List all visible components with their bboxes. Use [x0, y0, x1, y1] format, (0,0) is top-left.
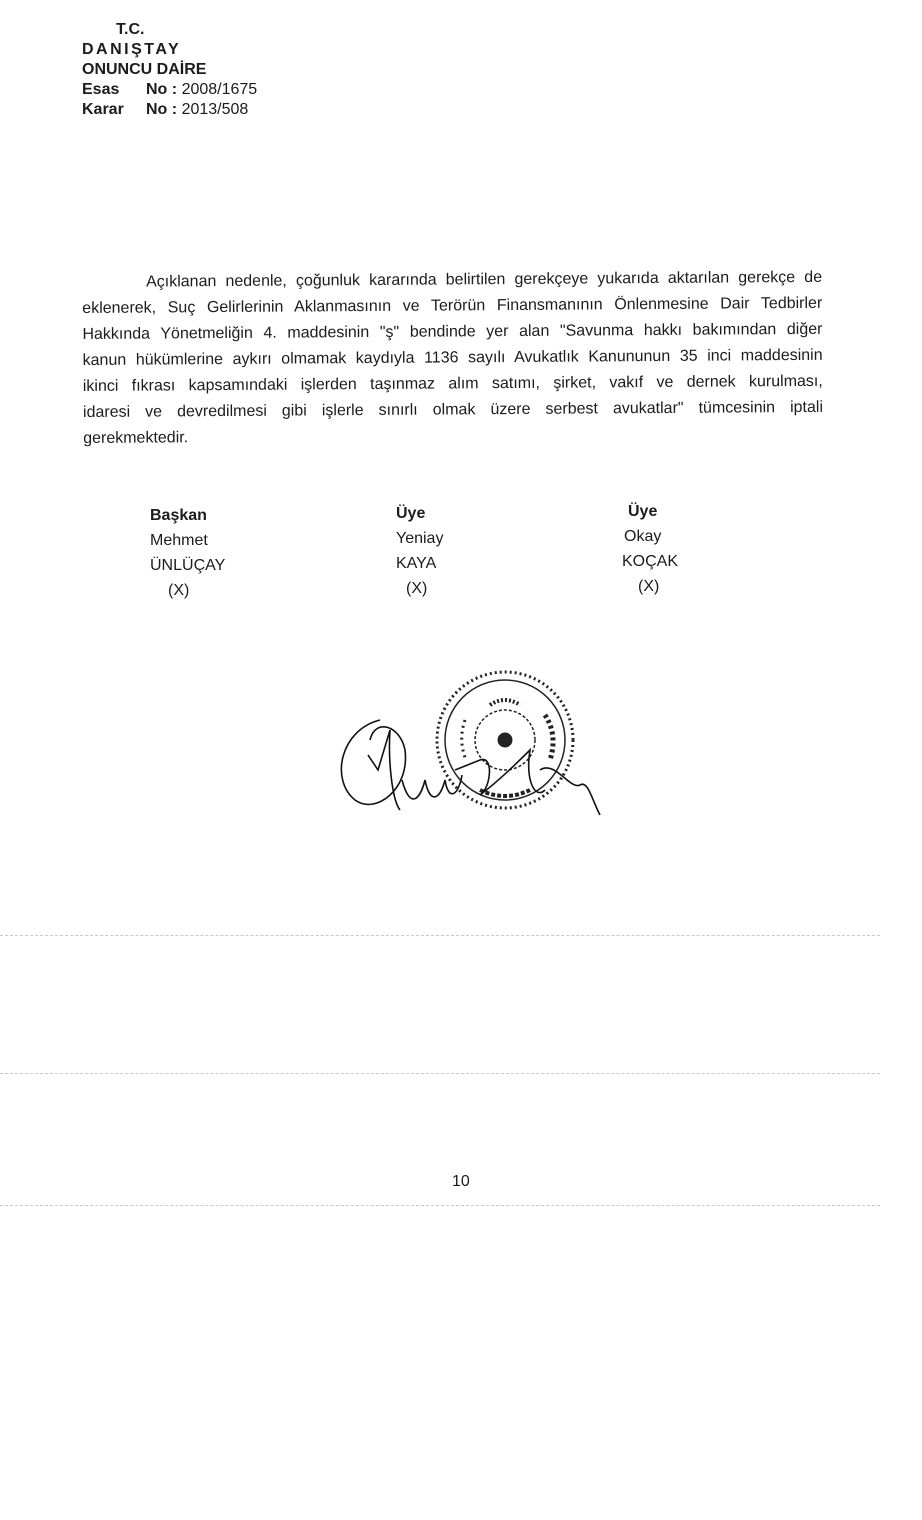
signatory-first-name: Yeniay — [396, 530, 444, 547]
scan-artifact-line — [0, 935, 880, 936]
signatory-title: Üye — [628, 503, 658, 520]
chamber-name: ONUNCU DAİRE — [82, 61, 207, 78]
karar-number: 2013/508 — [181, 101, 249, 118]
signatory-member-2 — [624, 499, 678, 599]
signatory-first-name: Mehmet — [150, 532, 208, 549]
signatory-first-name: Okay — [624, 528, 662, 545]
paragraph-line: Açıklanan nedenle, çoğunluk kararında belirtilen gerekçeye yukarıda aktarılan gerekçe de — [146, 268, 823, 291]
court-name: DANIŞTAY — [82, 41, 182, 58]
signatory-last-name: KAYA — [396, 555, 437, 572]
signature-mark: (X) — [168, 582, 190, 599]
signature-mark: (X) — [638, 578, 660, 595]
scan-artifact-line — [0, 1205, 880, 1206]
page-number: 10 — [452, 1173, 470, 1190]
scan-artifact-line — [0, 1073, 880, 1074]
document-header — [82, 20, 257, 120]
esas-row — [82, 80, 257, 100]
official-seal-and-signature — [330, 660, 610, 830]
signature-mark: (X) — [406, 580, 428, 597]
handwritten-signature-icon — [341, 720, 600, 815]
state-abbreviation: T.C. — [116, 21, 145, 38]
esas-no-label: No : — [146, 81, 178, 98]
official-seal-icon — [437, 672, 573, 808]
paragraph-line: idaresi ve devredilmesi gibi işlerle sınırlı olmak üzere serbest avukatlar" tümcesinin iptali — [82, 398, 824, 421]
signatory-member-1 — [396, 501, 443, 601]
signatory-title: Üye — [396, 505, 426, 522]
signatory-last-name: KOÇAK — [622, 553, 679, 570]
paragraph-line: eklenerek, Suç Gelirlerinin Aklanmasının ve Terörün Finansmanının Önlenmesine Dair Tedbirler — [82, 294, 823, 317]
paragraph-line: kanun hükümlerine aykırı olmamak kaydıyla 1136 sayılı Avukatlık Kanununun 35 inci maddesinin — [82, 346, 823, 369]
paragraph-line: ikinci fıkrası kapsamındaki işlerden taşınmaz alım satımı, şirket, vakıf ve dernek kurulması, — [82, 372, 823, 395]
paragraph-line: Hakkında Yönetmeliğin 4. maddesinin "ş" bendinde yer alan "Savunma hakkı bakımından diğer — [82, 320, 823, 343]
karar-row — [82, 100, 257, 120]
signatory-president — [150, 503, 225, 603]
decision-paragraph — [82, 265, 823, 452]
signatory-last-name: ÜNLÜÇAY — [150, 557, 226, 574]
esas-number: 2008/1675 — [181, 81, 258, 98]
paragraph-line: gerekmektedir. — [83, 429, 189, 447]
karar-no-label: No : — [146, 101, 178, 118]
karar-label: Karar — [82, 101, 124, 118]
esas-label: Esas — [82, 81, 120, 98]
signatory-title: Başkan — [150, 507, 207, 524]
